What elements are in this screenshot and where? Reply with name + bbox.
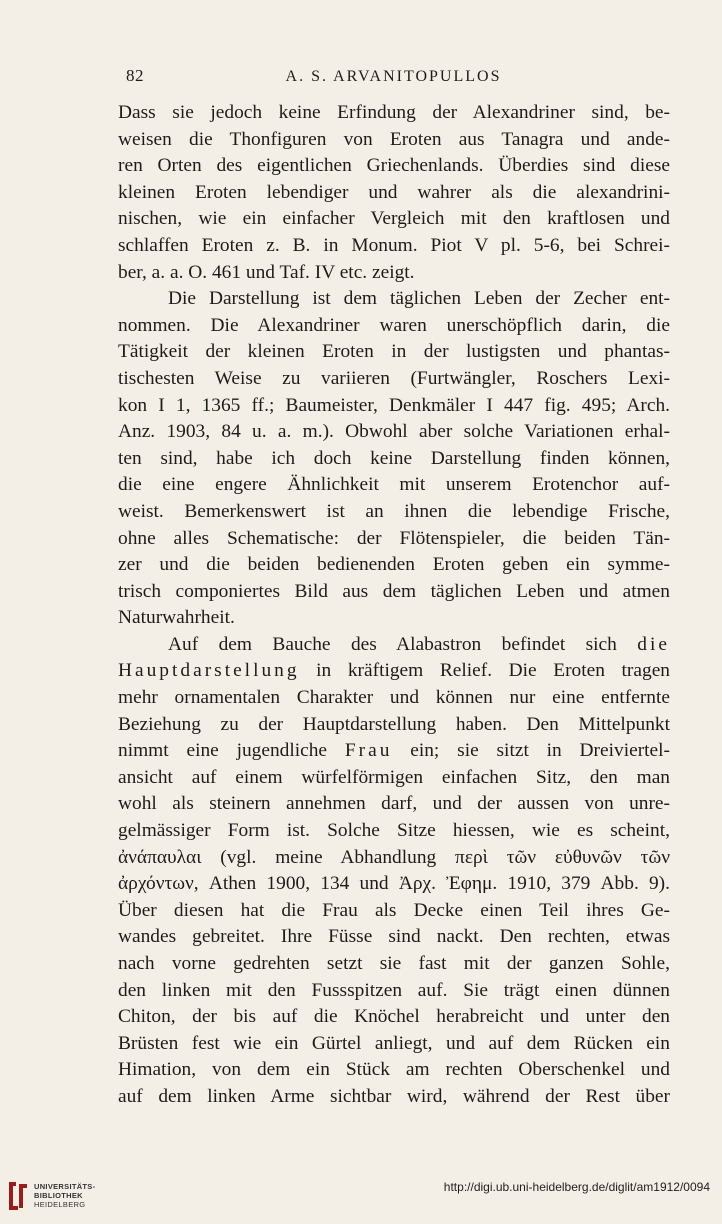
- text-line: [118, 658, 670, 685]
- text-line: schlaffen Eroten z. B. in Monum. Piot V pl. 5-6, bei Schrei-: [118, 234, 670, 256]
- text-line: wandes gebreitet. Ihre Füsse sind nackt. Den rechten, etwas: [118, 926, 670, 948]
- emphasized-text: Hauptdarstellung: [118, 660, 300, 682]
- text-line: Tätigkeit der kleinen Eroten in der lustigsten und phantas-: [118, 341, 670, 363]
- text-line: ten sind, habe ich doch keine Darstellung finden können,: [118, 447, 670, 469]
- text-line: Himation, von dem ein Stück am rechten Oberschenkel und: [118, 1059, 670, 1081]
- text-segment: in kräftigem Relief. Die Eroten tragen: [299, 660, 670, 682]
- text-line: zer und die beiden bedienenden Eroten geben ein symme-: [118, 554, 670, 576]
- text-line: mehr ornamentalen Charakter und können nur eine entfernte: [118, 687, 670, 709]
- text-line: ohne alles Schematische: der Flötenspieler, die beiden Tän-: [118, 527, 670, 549]
- emphasized-text: Frau: [344, 740, 393, 762]
- library-seal-icon: [6, 1178, 30, 1214]
- text-line: trisch componiertes Bild aus dem täglichen Leben und atmen: [118, 580, 670, 602]
- text-line: nischen, wie ein einfacher Vergleich mit den kraftlosen und: [118, 208, 670, 230]
- library-name: [34, 1182, 95, 1209]
- text-line: gelmässiger Form ist. Solche Sitze hiessen, wie es scheint,: [118, 820, 670, 842]
- source-url-link[interactable]: http://digi.ub.uni-heidelberg.de/diglit/am1912/0094: [443, 1180, 710, 1194]
- emphasized-text: die: [637, 633, 670, 655]
- library-logo[interactable]: [6, 1178, 106, 1218]
- text-line: [118, 632, 670, 659]
- paragraph-1: [118, 100, 670, 286]
- text-line: Beziehung zu der Hauptdarstellung haben. Den Mittelpunkt: [118, 713, 670, 735]
- running-head: [116, 66, 671, 94]
- text-line: ἀνάπαυλαι (vgl. meine Abhandlung περὶ τῶν εὐθυνῶν τῶν: [118, 846, 670, 868]
- text-line: kon I 1, 1365 ff.; Baumeister, Denkmäler I 447 fig. 495; Arch.: [118, 394, 670, 416]
- text-line: wohl als steinern annehmen darf, und der aussen von unre-: [118, 793, 670, 815]
- body-text: [118, 100, 670, 1111]
- text-line: [118, 738, 670, 765]
- text-segment: ein; sie sitzt in Dreiviertel-: [392, 740, 670, 762]
- footer: [0, 1166, 722, 1224]
- text-line: nach vorne gedrehten setzt sie fast mit der ganzen Sohle,: [118, 953, 670, 974]
- text-line: Anz. 1903, 84 u. a. m.). Obwohl aber solche Variationen erhal-: [118, 421, 670, 443]
- text-line: den linken mit den Fussspitzen auf. Sie trägt einen dünnen: [118, 979, 670, 1001]
- text-line: die eine engere Ähnlichkeit mit unserem Erotenchor auf-: [118, 474, 670, 496]
- text-line: ren Orten des eigentlichen Griechenlands. Überdies sind diese: [118, 155, 670, 177]
- paragraph-2: [118, 286, 670, 632]
- text-line: tischesten Weise zu variieren (Furtwängler, Roschers Lexi-: [118, 367, 670, 389]
- text-line: Über diesen hat die Frau als Decke einen Teil ihres Ge-: [118, 899, 670, 921]
- header-author: A. S. ARVANITOPULLOS: [285, 68, 502, 85]
- text-line: kleinen Eroten lebendiger und wahrer als die alexandrini-: [118, 181, 670, 203]
- text-line: Brüsten fest wie ein Gürtel anliegt, und auf dem Rücken ein: [118, 1032, 670, 1054]
- text-line: ansicht auf einem würfelförmigen einfachen Sitz, den man: [118, 766, 670, 788]
- text-segment: Auf dem Bauche des Alabastron befindet sich: [168, 633, 638, 655]
- paragraph-3: [118, 632, 670, 1111]
- library-name-line: UNIVERSITÄTS-: [34, 1182, 96, 1191]
- text-line: Naturwahrheit.: [118, 607, 235, 629]
- text-line: Dass sie jedoch keine Erfindung der Alexandriner sind, be-: [118, 102, 670, 123]
- text-line: ber, a. a. O. 461 und Taf. IV etc. zeigt.: [118, 261, 415, 283]
- text-line: nommen. Die Alexandriner waren unerschöpflich darin, die: [118, 314, 670, 336]
- text-line: ἀρχόντων, Athen 1900, 134 und Ἀρχ. Ἐφημ. 1910, 379 Abb. 9).: [118, 873, 670, 895]
- text-line: weisen die Thonfiguren von Eroten aus Tanagra und ande-: [118, 128, 670, 150]
- text-segment: nimmt eine jugendliche: [118, 740, 345, 762]
- page-number: 82: [126, 66, 144, 85]
- text-line: Chiton, der bis auf die Knöchel herabreicht und unter den: [118, 1006, 670, 1028]
- library-name-line: HEIDELBERG: [34, 1200, 86, 1209]
- text-line: weist. Bemerkenswert ist an ihnen die lebendige Frische,: [118, 500, 670, 522]
- library-name-line: BIBLIOTHEK: [34, 1191, 83, 1200]
- text-line: auf dem linken Arme sichtbar wird, während der Rest über: [118, 1085, 670, 1107]
- text-line: Die Darstellung ist dem täglichen Leben der Zecher ent-: [168, 288, 670, 310]
